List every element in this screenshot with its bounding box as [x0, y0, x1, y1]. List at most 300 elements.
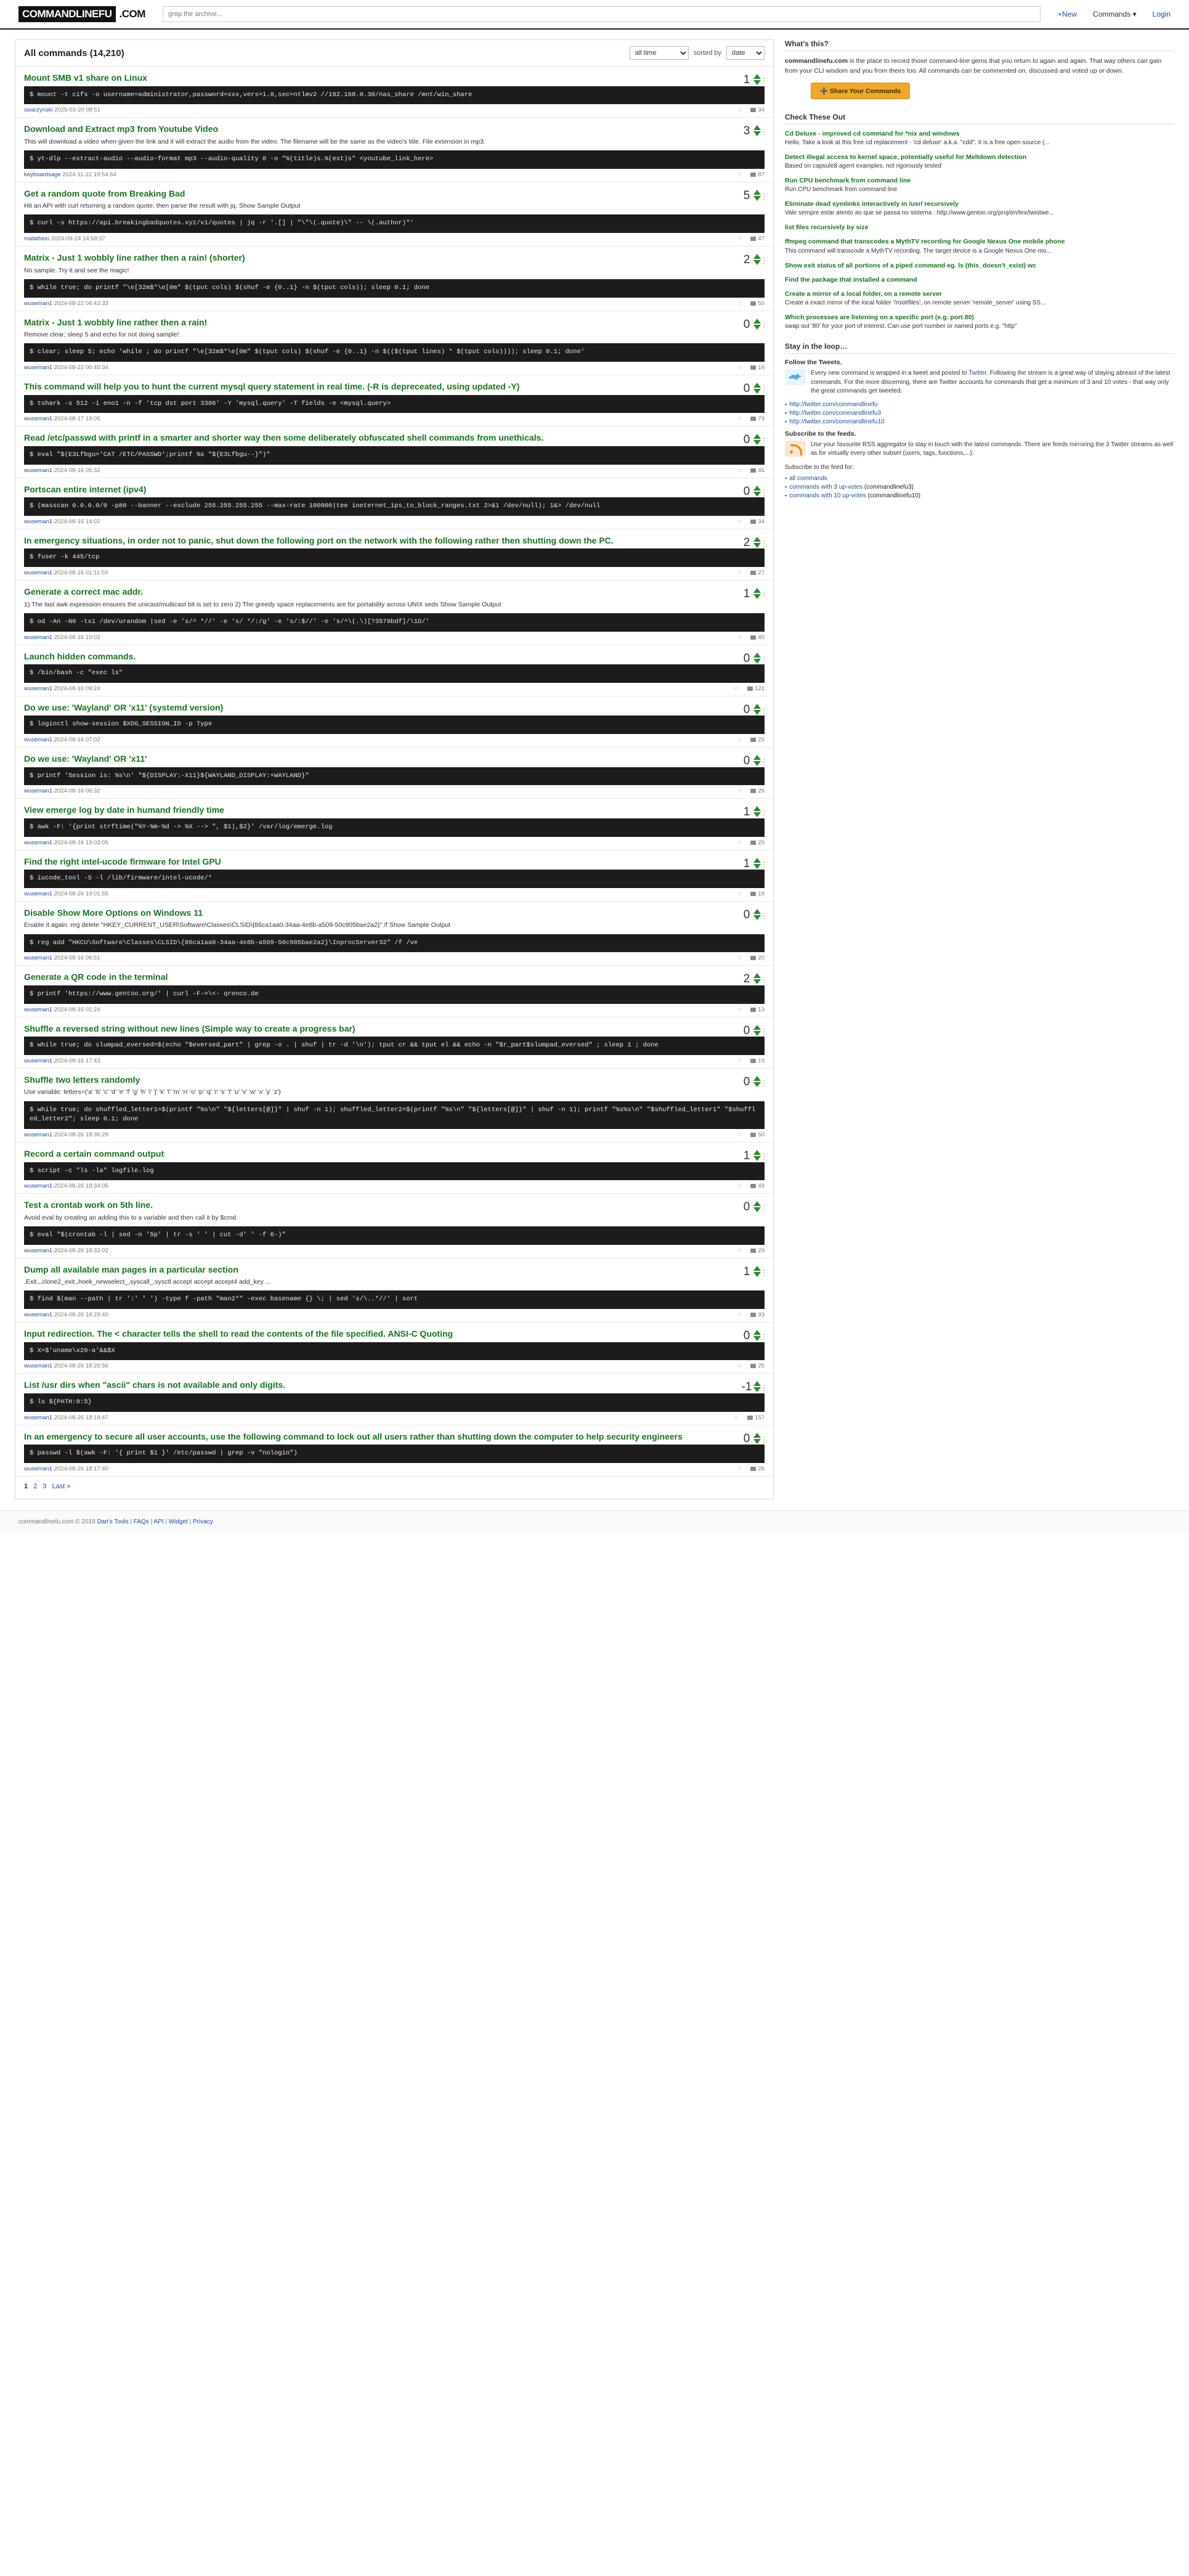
- nav-login[interactable]: Login: [1152, 10, 1171, 18]
- command-item: [15, 1194, 773, 1258]
- more-options-icon[interactable]: ⋮: [760, 76, 768, 85]
- favorite-star-icon[interactable]: ☆: [736, 1006, 742, 1013]
- command-title[interactable]: View emerge log by date in humand friendly time: [24, 805, 224, 815]
- command-code[interactable]: $ find $(man --path | tr ':' ' ') -type f -path "man2*" -exec basename {} \; | sed 's/\..*//' | sort: [24, 1290, 765, 1309]
- command-author[interactable]: wuseman1: [24, 955, 52, 962]
- comment-count-value: 121: [755, 685, 765, 692]
- command-description: This will download a video when given the link and it will extract the audio from the video. The filename will be the same as the video's title. File extension in mp3.: [24, 137, 485, 145]
- favorite-star-icon[interactable]: ☆: [736, 569, 742, 577]
- command-title[interactable]: List /usr dirs when "ascii" chars is not available and only digits.: [24, 1380, 286, 1390]
- favorite-star-icon[interactable]: ☆: [736, 839, 742, 846]
- command-top: [24, 484, 768, 498]
- command-meta: [24, 1309, 765, 1322]
- command-author[interactable]: wuseman1: [24, 569, 52, 577]
- command-author[interactable]: wuseman1: [24, 1363, 52, 1370]
- comment-count[interactable]: [750, 415, 765, 422]
- command-author-date: [24, 1311, 108, 1318]
- command-author-date: [24, 569, 108, 576]
- comment-count[interactable]: [750, 891, 765, 897]
- comment-count-value: 25: [758, 1363, 765, 1370]
- command-body: [24, 908, 729, 934]
- command-code[interactable]: $ od -An -N6 -tx1 /dev/urandom |sed -e 's/^ *//' -e 's/ */:/g' -e 's/:$//' -e 's/^\(.\)[?3579bdf]/\1D/': [24, 613, 765, 632]
- command-title[interactable]: Shuffle a reversed string without new lines (Simple way to create a progress bar): [24, 1023, 355, 1033]
- vote-count: 0: [743, 1075, 750, 1088]
- favorite-star-icon[interactable]: ☆: [736, 1465, 742, 1472]
- time-filter-select[interactable]: [630, 46, 689, 60]
- command-title[interactable]: Generate a QR code in the terminal: [24, 972, 168, 982]
- comment-count-value: 50: [758, 300, 765, 307]
- more-options-icon[interactable]: ⋮: [760, 590, 768, 600]
- search-container: [163, 6, 1041, 22]
- command-code[interactable]: $ printf 'https://www.gentoo.org/' | curl -F-=\<- qrenco.de: [24, 985, 765, 1004]
- footer-link[interactable]: API: [153, 1518, 164, 1525]
- pagination: [15, 1477, 773, 1499]
- vote-block: [729, 651, 768, 665]
- more-options-icon[interactable]: ⋮: [760, 256, 768, 266]
- command-code[interactable]: $ awk -F: '{print strftime("%Y-%m-%d -> %X --> ", $1),$2}' /var/log/emerge.log: [24, 818, 765, 837]
- command-title[interactable]: Test a crontab work on 5th line.: [24, 1200, 153, 1210]
- more-options-icon[interactable]: ⋮: [760, 1384, 768, 1393]
- commands-panel: [15, 39, 774, 1499]
- comment-count[interactable]: [750, 518, 765, 525]
- command-date: 2024-08-26 19:34:05: [54, 1183, 108, 1190]
- command-author[interactable]: wuseman1: [24, 685, 52, 692]
- rss-links-list: [785, 475, 1174, 499]
- command-author-date: [24, 634, 100, 641]
- vote-block: [729, 536, 768, 549]
- command-author-date: [24, 736, 100, 743]
- more-options-icon[interactable]: ⋮: [760, 539, 768, 548]
- command-title[interactable]: Generate a correct mac addr.: [24, 587, 143, 597]
- comment-icon: [750, 468, 756, 473]
- command-code[interactable]: $ script -c "ls -la" logfile.log: [24, 1162, 765, 1181]
- favorite-star-icon[interactable]: ☆: [736, 1183, 742, 1190]
- favorite-star-icon[interactable]: ☆: [736, 1247, 742, 1254]
- command-item: [15, 182, 773, 247]
- more-options-icon[interactable]: ⋮: [760, 320, 768, 330]
- command-body: [24, 703, 729, 716]
- command-author[interactable]: wuseman1: [24, 300, 52, 307]
- comment-icon: [750, 301, 756, 306]
- check-item-title[interactable]: Cd Deluxe - improved cd command for *nix and windows: [785, 129, 960, 137]
- command-description: No sample. Try it and see the magic!: [24, 266, 129, 274]
- command-body: [24, 73, 729, 86]
- command-title[interactable]: Shuffle two letters randomly: [24, 1074, 140, 1085]
- favorite-star-icon[interactable]: ☆: [736, 415, 742, 423]
- comment-count-value: 25: [758, 839, 765, 846]
- favorite-star-icon[interactable]: ☆: [736, 518, 742, 525]
- more-options-icon[interactable]: ⋮: [760, 976, 768, 985]
- command-date: 2024-08-22 04:43:33: [54, 300, 108, 307]
- command-title[interactable]: Input redirection. The < character tells the shell to read the contents of the file specified. ANSI-C Quoting: [24, 1329, 453, 1339]
- command-title[interactable]: Read /etc/passwd with printf in a smarter and shorter way then some deliberately obfuscated shell commands from unethicals.: [24, 433, 544, 443]
- command-code[interactable]: $ X=$'uname\x20-a'&&$X: [24, 1342, 765, 1361]
- favorite-star-icon[interactable]: ☆: [736, 955, 742, 962]
- command-meta: [24, 362, 765, 375]
- comment-count[interactable]: [750, 634, 765, 641]
- comment-count[interactable]: [750, 1058, 765, 1064]
- site-logo[interactable]: [18, 6, 145, 22]
- command-item: [15, 1143, 773, 1194]
- more-options-icon[interactable]: ⋮: [760, 860, 768, 869]
- comment-count-value: 19: [758, 1057, 765, 1064]
- favorite-star-icon[interactable]: ☆: [736, 364, 742, 372]
- vote-block: [729, 587, 768, 613]
- rss-feed-link[interactable]: commands with 10 up-votes: [789, 492, 866, 500]
- command-item: [15, 1258, 773, 1323]
- command-author[interactable]: wuseman1: [24, 1057, 52, 1064]
- command-body: [24, 1265, 729, 1291]
- comment-count[interactable]: [750, 364, 765, 371]
- command-code[interactable]: $ mount -t cifs -o username=administrator,password=xxx,vers=1.0,sec=ntlmv2 //192.168.0.30/nas_share /mnt/win_share: [24, 86, 765, 105]
- command-author[interactable]: wuseman1: [24, 736, 52, 744]
- command-author-date: [24, 364, 108, 371]
- command-author-date: [24, 1465, 108, 1472]
- command-body: [24, 805, 729, 818]
- check-item-title[interactable]: list files recursively by size: [785, 224, 869, 232]
- command-code[interactable]: $ while true; do slumpad_eversed=$(echo "$eversed_part" | grep -o . | shuf | tr -d '\n'); tput cr && tput el && echo -n "$r_part$slumpad_eversed" ; sleep 1 ; done: [24, 1037, 765, 1055]
- nav-new[interactable]: +New: [1057, 10, 1077, 18]
- command-code[interactable]: $ fuser -k 445/tcp: [24, 548, 765, 567]
- command-actions: [737, 300, 765, 307]
- command-item: [15, 902, 773, 966]
- command-code[interactable]: $ tshark -s 512 -i eno1 -n -f 'tcp dst port 3306' -Y 'mysql.query' -T fields -e <mysql.query>: [24, 395, 765, 414]
- nav-commands[interactable]: Commands ▾: [1092, 10, 1137, 18]
- rss-feed-link[interactable]: commands with 3 up-votes: [789, 484, 863, 491]
- vote-block: [729, 1024, 768, 1037]
- command-meta: [24, 516, 765, 529]
- favorite-star-icon[interactable]: ☆: [736, 107, 742, 114]
- rss-text: Use your favourite RSS aggregator to stay in touch with the latest commands. There are feeds mirroring the 3 Twitter streams as well as for virtually every other subset (users, tags, functions,...):: [811, 441, 1174, 457]
- command-title[interactable]: Launch hidden commands.: [24, 651, 136, 661]
- favorite-star-icon[interactable]: ☆: [736, 1311, 742, 1319]
- comment-count-value: 46: [758, 467, 765, 474]
- command-author[interactable]: wuseman1: [24, 839, 52, 846]
- footer-link[interactable]: Privacy: [192, 1518, 213, 1525]
- command-code[interactable]: $ ls ${PATH:0:5}: [24, 1393, 765, 1412]
- comment-count[interactable]: [750, 1183, 765, 1189]
- command-author[interactable]: wuseman1: [24, 1414, 52, 1421]
- more-options-icon[interactable]: ⋮: [760, 1027, 768, 1036]
- check-these-out-item: [785, 313, 1174, 331]
- comment-icon: [750, 841, 756, 845]
- command-meta: [24, 169, 765, 182]
- command-item: [15, 1017, 773, 1069]
- check-item-desc: Hello, Take a look at this free cd replacement - 'cd deluxe' a.k.a. "cdd". It is a free open source (...: [785, 139, 1050, 146]
- command-description: ,Exit.,,clone2_exit.,hoek_newselect_,syscall_,sysctl accept accept accept4 add_key ...: [24, 1278, 271, 1286]
- command-author[interactable]: swarzynski: [24, 107, 53, 114]
- check-item-title[interactable]: Find the package that installed a command: [785, 275, 917, 283]
- command-author[interactable]: wuseman1: [24, 1131, 52, 1139]
- comment-count-value: 19: [758, 890, 765, 897]
- command-date: 2024-08-16 14:02: [54, 518, 100, 525]
- twitter-account-link[interactable]: http://twitter.com/commandlinefu: [789, 401, 878, 408]
- command-body: [24, 1024, 729, 1037]
- command-top: [24, 1149, 768, 1163]
- rss-feed-suffix: (commandlinefu3): [862, 484, 914, 491]
- vote-block: [729, 317, 768, 344]
- comment-count[interactable]: [747, 1414, 765, 1421]
- favorite-star-icon[interactable]: ☆: [736, 634, 742, 641]
- favorite-star-icon[interactable]: ☆: [733, 1414, 739, 1421]
- command-body: [24, 484, 729, 498]
- page-1[interactable]: 1: [24, 1482, 28, 1490]
- command-author-date: [24, 518, 100, 525]
- command-author-date: [24, 1247, 108, 1254]
- check-item-title[interactable]: Which processes are listening on a specific port (e.g. port 80): [785, 314, 974, 322]
- command-author[interactable]: wuseman1: [24, 364, 52, 372]
- more-options-icon[interactable]: ⋮: [760, 706, 768, 715]
- command-code[interactable]: $ eval "$(crontab -l | sed -n '5p' | tr -s ' ' | cut -d' ' -f 6-)": [24, 1226, 765, 1245]
- command-body: [24, 189, 729, 215]
- twitter-link[interactable]: Twitter: [968, 370, 986, 377]
- more-options-icon[interactable]: ⋮: [760, 128, 768, 137]
- comment-count[interactable]: [750, 1247, 765, 1254]
- twitter-account-link[interactable]: http://twitter.com/commandlinefu10: [789, 418, 885, 425]
- command-title[interactable]: Portscan entire internet (ipv4): [24, 484, 147, 494]
- footer-link[interactable]: Dan's Tools: [97, 1518, 129, 1525]
- command-meta: [24, 1180, 765, 1193]
- command-title[interactable]: In emergency situations, in order not to panic, shut down the following port on the network with the following rather then shutting down the PC.: [24, 535, 614, 545]
- command-title[interactable]: Do we use: 'Wayland' OR 'x11': [24, 754, 147, 764]
- twitter-row: [785, 369, 1174, 396]
- favorite-star-icon[interactable]: ☆: [736, 1131, 742, 1139]
- comment-count-value: 27: [758, 569, 765, 577]
- command-code[interactable]: $ curl -s https://api.breakingbadquotes.xyz/v1/quotes | jq -r '.[] | "\"\(.quote)\" -- \(.author)"': [24, 214, 765, 233]
- favorite-star-icon[interactable]: ☆: [736, 171, 742, 178]
- more-options-icon[interactable]: ⋮: [760, 1332, 768, 1342]
- favorite-star-icon[interactable]: ☆: [736, 235, 742, 243]
- more-options-icon[interactable]: ⋮: [760, 385, 768, 394]
- command-code[interactable]: $ printf 'Session is: %s\n' "${DISPLAY:-X11}${WAYLAND_DISPLAY:+WAYLAND}": [24, 767, 765, 786]
- comment-count[interactable]: [750, 1006, 765, 1013]
- comment-count[interactable]: [750, 839, 765, 846]
- more-options-icon[interactable]: ⋮: [760, 757, 768, 767]
- more-options-icon[interactable]: ⋮: [760, 1435, 768, 1444]
- command-title[interactable]: Find the right intel-ucode firmware for Intel GPU: [24, 856, 221, 866]
- command-author[interactable]: wuseman1: [24, 518, 52, 525]
- command-date: 2024-08-16 19:03:05: [54, 839, 108, 846]
- sort-field-select[interactable]: [726, 46, 765, 60]
- comment-count[interactable]: [750, 1363, 765, 1369]
- favorite-star-icon[interactable]: ☆: [733, 685, 739, 692]
- command-title[interactable]: Record a certain command output: [24, 1149, 164, 1159]
- command-meta: [24, 298, 765, 311]
- command-item: [15, 311, 773, 375]
- check-item-title[interactable]: Create a mirror of a local folder, on a remote server: [785, 290, 943, 298]
- more-options-icon[interactable]: ⋮: [760, 436, 768, 446]
- whats-this-text: is the place to record those command-line gems that you return to again and again. That way others can gain from your CLI wisdom and you from theirs too. All commands can be commented on, discussed and voted up or down.: [785, 57, 1162, 75]
- command-author[interactable]: keyboardsage: [24, 171, 61, 178]
- command-code[interactable]: $ eval "$(E3Lfbgu='CAT /ETC/PASSWD';printf %s "${E3Lfbgu--}")": [24, 446, 765, 465]
- comment-count[interactable]: [750, 1311, 765, 1318]
- command-meta: [24, 413, 765, 426]
- command-body: [24, 651, 729, 665]
- command-author[interactable]: wuseman1: [24, 1247, 52, 1254]
- command-actions: [737, 364, 765, 371]
- share-commands-button[interactable]: ➕ Share Your Commands: [811, 83, 910, 99]
- vote-block: [729, 805, 768, 819]
- more-options-icon[interactable]: ⋮: [760, 911, 768, 920]
- whats-this-heading: What's this?: [785, 39, 1174, 51]
- page-3[interactable]: 3: [43, 1482, 47, 1490]
- comment-icon: [750, 237, 756, 241]
- comment-count-value: 93: [758, 1311, 765, 1319]
- command-actions: [737, 107, 765, 113]
- check-item-title[interactable]: ffmpeg command that transcodes a MythTV recording for Google Nexus One mobile phone: [785, 238, 1065, 246]
- comment-count-value: 49: [758, 1183, 765, 1190]
- command-author[interactable]: wuseman1: [24, 1006, 52, 1013]
- command-code[interactable]: $ (masscan 0.0.0.0/0 -p80 --banner --exclude 255.255.255.255 --max-rate 100000|tee ineternet_ips_to_block_ranges.txt 2>&1 /dev/null); 1&> /dev/null: [24, 497, 765, 516]
- page-content: [0, 30, 1189, 1499]
- more-options-icon[interactable]: ⋮: [760, 192, 768, 201]
- follow-tweets-heading: Follow the Tweets.: [785, 359, 842, 367]
- more-options-icon[interactable]: ⋮: [760, 1152, 768, 1162]
- command-author[interactable]: wuseman1: [24, 1183, 52, 1190]
- command-code[interactable]: $ loginctl show-session $XDG_SESSION_ID -p Type: [24, 715, 765, 734]
- check-item-title[interactable]: Eliminate dead symlinks interactively in /usr/ recursively: [785, 200, 959, 208]
- command-code[interactable]: $ yt-dlp --extract-audio --audio-format mp3 --audio-quality 0 -o "%(title)s.%(ext)s" <youtube_link_here>: [24, 150, 765, 169]
- command-code[interactable]: $ iucode_tool -S -l /lib/firmware/intel-ucode/*: [24, 870, 765, 888]
- command-title[interactable]: Download and Extract mp3 from Youtube Video: [24, 124, 219, 134]
- command-code[interactable]: $ clear; sleep 5; echo 'while ; do printf "\e[32m$*\e[0m" $(tput cols) $(shuf -e {0..1} -n $(($(tput lines) * $(tput cols)))); sleep 0.1; done': [24, 343, 765, 362]
- comment-count[interactable]: [747, 685, 765, 692]
- comment-count[interactable]: [750, 171, 765, 178]
- comment-count[interactable]: [750, 788, 765, 794]
- favorite-star-icon[interactable]: ☆: [736, 1057, 742, 1064]
- command-title[interactable]: In an emergency to secure all user accounts, use the following command to lock out all users rather than shutting down the computer to help security engineers: [24, 1431, 683, 1441]
- command-meta: [24, 233, 765, 246]
- sort-controls: [630, 46, 765, 60]
- favorite-star-icon[interactable]: ☆: [736, 1363, 742, 1370]
- command-title[interactable]: This command will help you to hunt the current mysql query statement in real time. (-R is depreceated, using updated -Y): [24, 381, 520, 392]
- command-title[interactable]: Do we use: 'Wayland' OR 'x11' (systemd version): [24, 702, 224, 712]
- check-item-title[interactable]: Show exit status of all portions of a piped command eg. ls (this_doesn't_exist) wc: [785, 261, 1036, 269]
- favorite-star-icon[interactable]: ☆: [736, 736, 742, 744]
- command-code[interactable]: $ /bin/bash -c "exec ls": [24, 664, 765, 683]
- command-description: Use variable: letters=('a' 'b' 'c' 'd' 'e' 'f' 'g' 'h' 'i' 'j' 'k' 'l' 'm' 'n' 'o' 'p' 'q' 'r' 's' 't' 'u' 'v' 'w' 'x' 'y' 'z'): [24, 1088, 281, 1096]
- top-bar: [0, 0, 1189, 30]
- command-author[interactable]: wuseman1: [24, 890, 52, 897]
- footer-link[interactable]: Widget: [168, 1518, 188, 1525]
- footer-link[interactable]: FAQs: [133, 1518, 149, 1525]
- command-code[interactable]: $ while true; do printf "\e[32m$*\e[0m" $(tput cols) $(shuf -e {0..1} -n $(tput cols)); sleep 0.1; done: [24, 279, 765, 298]
- favorite-star-icon[interactable]: ☆: [736, 467, 742, 474]
- comment-count[interactable]: [750, 235, 765, 242]
- vote-count: 1: [743, 1265, 750, 1278]
- command-code[interactable]: $ passwd -l $(awk -F: '{ print $1 }' /etc/passwd | grep -v "nologin"): [24, 1445, 765, 1463]
- check-item-title[interactable]: Run CPU benchmark from command line: [785, 176, 911, 184]
- command-body: [24, 1149, 729, 1162]
- check-item-title[interactable]: Detect illegal access to kernel space, potentially useful for Meltdown detection: [785, 153, 1027, 161]
- more-options-icon[interactable]: ⋮: [760, 1204, 768, 1213]
- rss-feed-link[interactable]: all commands: [789, 475, 827, 483]
- command-code[interactable]: $ reg add "HKCU\Software\Classes\CLSID\{86ca1aa0-34aa-4e8b-a509-50c905bae2a2}\InprocServer32" /f /ve: [24, 934, 765, 953]
- command-author-date: [24, 1058, 100, 1064]
- command-author[interactable]: wuseman1: [24, 634, 52, 641]
- command-title[interactable]: Disable Show More Options on Windows 11: [24, 907, 203, 918]
- more-options-icon[interactable]: ⋮: [760, 1268, 768, 1277]
- command-top: [24, 805, 768, 819]
- more-options-icon[interactable]: ⋮: [760, 1078, 768, 1087]
- command-top: [24, 1329, 768, 1343]
- page-2[interactable]: 2: [33, 1482, 38, 1490]
- command-date: 2024-08-26 18:29:40: [54, 1311, 108, 1319]
- vote-block: [729, 1075, 768, 1101]
- command-author-date: [24, 788, 100, 794]
- comment-count-value: 34: [758, 107, 765, 114]
- check-these-out-item: [785, 275, 1174, 284]
- check-item-desc: Create a exact mirror of the local folder '/root/files', on remote server 'remote_server' using SS...: [785, 300, 1046, 307]
- command-body: [24, 972, 729, 985]
- vote-count: -1: [741, 1380, 752, 1394]
- command-meta: [24, 1463, 765, 1476]
- check-item-desc: Based on capsule8 agent examples, not rigorously tested: [785, 162, 942, 169]
- command-author[interactable]: malathion: [24, 235, 50, 243]
- command-title[interactable]: Get a random quote from Breaking Bad: [24, 188, 185, 198]
- command-actions: [737, 1363, 765, 1369]
- command-author[interactable]: wuseman1: [24, 1465, 52, 1472]
- command-date: 2024-08-16 01:11:03: [54, 569, 108, 577]
- comment-count[interactable]: [750, 467, 765, 474]
- command-date: 2024-08-26 18:36:29: [54, 1131, 108, 1139]
- command-body: [24, 317, 729, 344]
- command-meta: [24, 1004, 765, 1017]
- command-title[interactable]: Dump all available man pages in a particular section: [24, 1264, 238, 1274]
- command-date: 2024-08-16 09:24: [54, 685, 100, 692]
- search-input[interactable]: [163, 6, 1041, 22]
- command-author[interactable]: wuseman1: [24, 1311, 52, 1319]
- command-author-date: [24, 415, 100, 422]
- comment-count[interactable]: [750, 955, 765, 961]
- comment-count[interactable]: [750, 1465, 765, 1472]
- comment-count-value: 50: [758, 1131, 765, 1139]
- command-title[interactable]: Matrix - Just 1 wobbly line rather then a rain!: [24, 317, 208, 327]
- more-options-icon[interactable]: ⋮: [760, 654, 768, 664]
- twitter-account-link[interactable]: http://twitter.com/commandlinefu3: [789, 409, 882, 417]
- more-options-icon[interactable]: ⋮: [760, 487, 768, 497]
- command-title[interactable]: Matrix - Just 1 wobbly line rather then a rain! (shorter): [24, 253, 245, 263]
- comment-count[interactable]: [750, 300, 765, 307]
- favorite-star-icon[interactable]: ☆: [736, 890, 742, 897]
- check-item-desc: Run CPU benchmark from command line: [785, 186, 898, 194]
- command-title[interactable]: Mount SMB v1 share on Linux: [24, 73, 147, 83]
- command-code[interactable]: $ while true; do shuffled_letter1=$(printf "%s\n" "${letters[@]}" | shuf -n 1); shuffled_letter2=$(printf "%s\n" "${letters[@]}" | shuf -n 1); printf "%s%s\n" "$shuffled_letter1" "$shuffled_letter2"; sleep 0.1; done: [24, 1101, 765, 1130]
- comment-count[interactable]: [750, 569, 765, 576]
- favorite-star-icon[interactable]: ☆: [736, 788, 742, 795]
- command-meta: [24, 1245, 765, 1258]
- command-author-date: [24, 235, 105, 242]
- command-author[interactable]: wuseman1: [24, 788, 52, 795]
- command-top: [24, 907, 768, 934]
- vote-count: 1: [743, 587, 750, 601]
- command-actions: [737, 569, 765, 576]
- vote-block: [729, 1149, 768, 1163]
- more-options-icon[interactable]: ⋮: [760, 809, 768, 818]
- favorite-star-icon[interactable]: ☆: [736, 300, 742, 307]
- command-author[interactable]: wuseman1: [24, 415, 52, 423]
- comment-count[interactable]: [750, 107, 765, 113]
- command-actions: [737, 1465, 765, 1472]
- command-author[interactable]: wuseman1: [24, 467, 52, 474]
- vote-count: 3: [743, 124, 750, 138]
- command-actions: [737, 171, 765, 178]
- comment-count[interactable]: [750, 736, 765, 743]
- page-last[interactable]: Last »: [52, 1482, 71, 1490]
- command-date: 2024-11-22 19:54:54: [62, 171, 116, 178]
- comment-count[interactable]: [750, 1131, 765, 1138]
- check-these-out-item: [785, 261, 1174, 270]
